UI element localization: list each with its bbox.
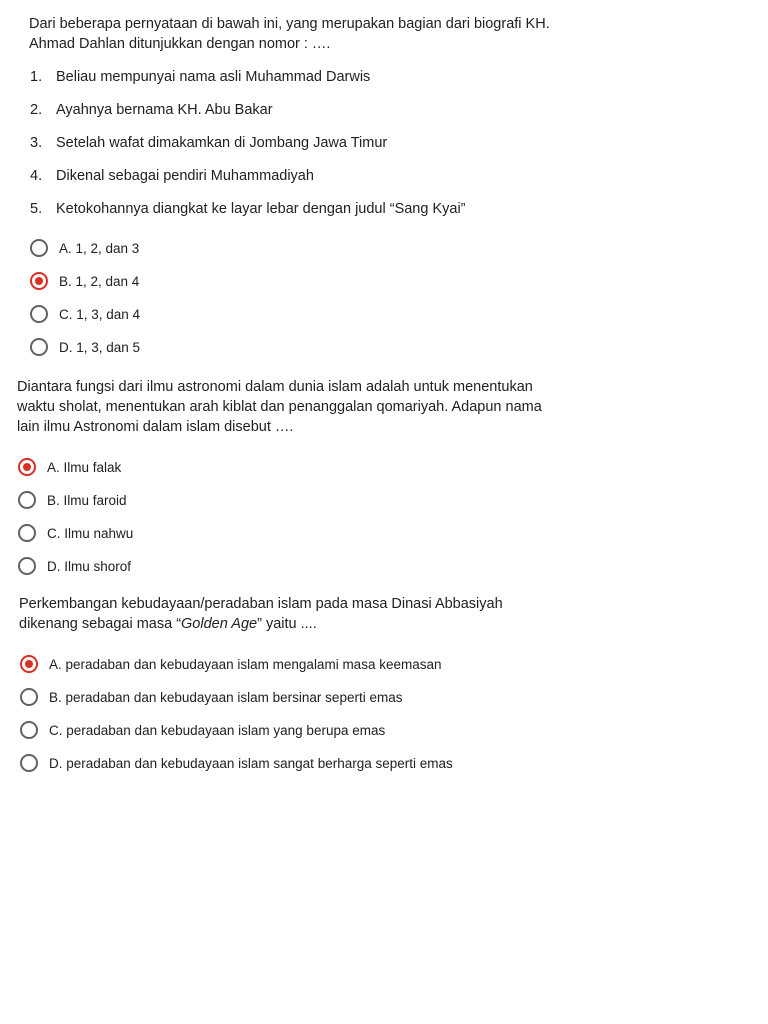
radio-button-selected[interactable]	[30, 272, 48, 290]
statement-number: 3.	[30, 135, 43, 151]
radio-button-selected[interactable]	[20, 655, 38, 673]
radio-button-unselected[interactable]	[30, 305, 48, 323]
q2-option-a[interactable]	[18, 456, 121, 478]
radio-button-unselected[interactable]	[18, 524, 36, 542]
statement-5	[30, 199, 466, 219]
statement-text: Dikenal sebagai pendiri Muhammadiyah	[56, 168, 314, 184]
option-label: A. Ilmu falak	[47, 459, 122, 475]
q3-option-c[interactable]	[20, 719, 385, 741]
radio-button-selected[interactable]	[18, 458, 36, 476]
statement-1	[30, 67, 370, 87]
q3-option-d[interactable]	[20, 752, 453, 774]
option-label: D. Ilmu shorof	[47, 558, 132, 574]
q2-option-c[interactable]	[18, 522, 133, 544]
question-3-text-part: ” yaitu ....	[257, 616, 317, 632]
radio-button-unselected[interactable]	[20, 754, 38, 772]
radio-button-unselected[interactable]	[18, 557, 36, 575]
q2-option-d[interactable]	[18, 555, 131, 577]
statement-number: 4.	[30, 168, 43, 184]
question-3-italic-term: Golden Age	[181, 616, 258, 632]
statement-text: Ketokohannya diangkat ke layar lebar dengan judul “Sang Kyai”	[56, 201, 466, 217]
statement-number: 2.	[30, 102, 43, 118]
q3-option-a[interactable]	[20, 653, 442, 675]
q1-option-a[interactable]	[30, 237, 139, 259]
q3-option-b[interactable]	[20, 686, 402, 708]
radio-button-unselected[interactable]	[20, 688, 38, 706]
option-label: D. peradaban dan kebudayaan islam sangat berharga seperti emas	[49, 755, 453, 771]
statement-text: Beliau mempunyai nama asli Muhammad Darwis	[56, 69, 371, 85]
q1-option-d[interactable]	[30, 336, 140, 358]
option-label: B. Ilmu faroid	[47, 492, 127, 508]
question-2-text: Diantara fungsi dari ilmu astronomi dalam dunia islam adalah untuk menentukan waktu sholat, menentukan arah kiblat dan penanggalan qomariyah. Adapun nama lain ilmu Astronomi dalam islam disebut ….	[17, 379, 542, 435]
option-label: B. 1, 2, dan 4	[59, 273, 140, 289]
q1-option-b[interactable]	[30, 270, 139, 292]
radio-button-unselected[interactable]	[30, 338, 48, 356]
statement-4	[30, 166, 314, 186]
radio-button-unselected[interactable]	[20, 721, 38, 739]
statement-3	[30, 133, 387, 153]
option-label: C. 1, 3, dan 4	[59, 306, 141, 322]
question-3-text	[19, 594, 503, 634]
radio-button-unselected[interactable]	[30, 239, 48, 257]
option-label: C. Ilmu nahwu	[47, 525, 134, 541]
question-3-line-1: Perkembangan kebudayaan/peradaban islam pada masa Dinasi Abbasiyah	[19, 596, 503, 612]
statement-text: Ayahnya bernama KH. Abu Bakar	[56, 102, 273, 118]
option-label: A. peradaban dan kebudayaan islam mengalami masa keemasan	[49, 656, 442, 672]
option-label: D. 1, 3, dan 5	[59, 339, 141, 355]
statement-number: 1.	[30, 69, 43, 85]
q2-option-b[interactable]	[18, 489, 127, 511]
statement-2	[30, 100, 273, 120]
statement-text: Setelah wafat dimakamkan di Jombang Jawa Timur	[56, 135, 388, 151]
question-3-text-part: dikenang sebagai masa “	[19, 616, 182, 632]
option-label: C. peradaban dan kebudayaan islam yang berupa emas	[49, 722, 386, 738]
question-1-text: Dari beberapa pernyataan di bawah ini, yang merupakan bagian dari biografi KH. Ahmad Dahlan ditunjukkan dengan nomor : ….	[29, 16, 550, 52]
statement-number: 5.	[30, 201, 43, 217]
option-label: A. 1, 2, dan 3	[59, 240, 140, 256]
radio-button-unselected[interactable]	[18, 491, 36, 509]
q1-option-c[interactable]	[30, 303, 140, 325]
option-label: B. peradaban dan kebudayaan islam bersinar seperti emas	[49, 689, 403, 705]
question-3-line-2	[19, 614, 503, 634]
